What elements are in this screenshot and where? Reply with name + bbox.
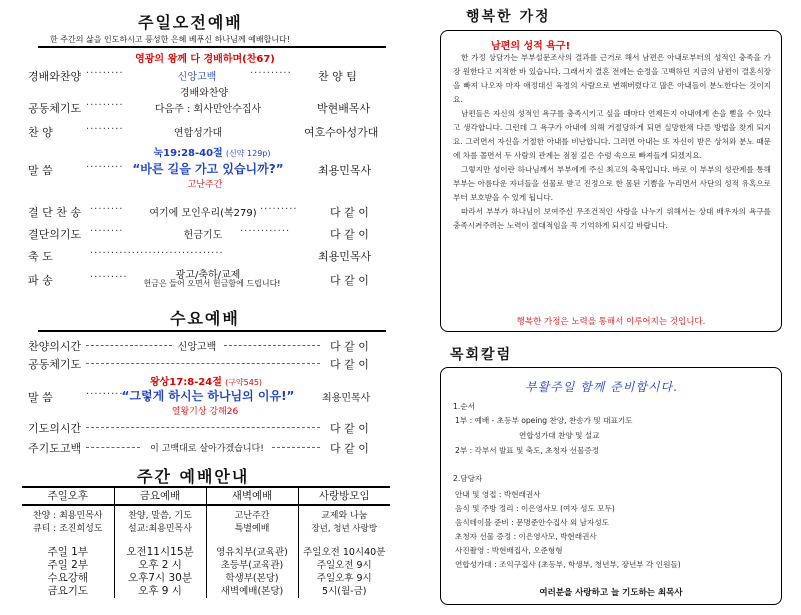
table-row — [22, 572, 390, 585]
wed-praise-label: 찬양의시간 — [28, 340, 82, 353]
dots: ································ — [90, 248, 224, 259]
pastor-column-box — [440, 367, 782, 605]
table-cell: 오후7시 30분 — [114, 572, 206, 585]
dismissal-right: 다 같 이 — [330, 274, 369, 287]
wed-sermon-scripture-ref: 왕상17:8-24절 — [149, 377, 222, 388]
table-cell: 고난주간 — [206, 505, 298, 523]
table-cell: 장년, 청년 사랑방 — [298, 523, 390, 536]
sermon-series: 고난주간 — [187, 180, 223, 190]
dots: ········· — [86, 162, 124, 173]
wed-sermon-series: 열왕기상 강해26 — [171, 407, 239, 417]
table-cell: 찬양 : 최용민목사 — [32, 511, 103, 521]
family-paragraph: 그렇지만 성이란 하나님께서 부부에게 주신 최고의 축복입니다. 바로 이 부부의 성관계를 통해 부부는 아름다운 자녀들을 선물로 받고 진정으로 한 몸된 기쁨을 누리면서 사단의 성적 유혹으로부터 보호받을 수 있게 됩니다. — [453, 165, 771, 202]
dismissal-mid2: 헌금은 들어 오면서 헌금함에 드립니다! — [143, 279, 281, 288]
table-cell: 특별예배 — [206, 523, 298, 536]
table-cell: 학생부(본당) — [206, 572, 298, 585]
table-row — [22, 585, 390, 598]
wed-lord-right: 다 같 이 — [330, 442, 369, 455]
staff-item: 사진촬영 : 박현배집사, 오준형형 — [455, 546, 563, 555]
sermon-scripture-ref: 눅19:28-40절 — [153, 148, 223, 159]
hymn-mid: 연합성가대 — [173, 128, 223, 139]
blessing-right: 최용민목사 — [318, 250, 372, 263]
family-title: 행복한 가정 — [466, 9, 551, 25]
prayer-label: 공동체기도 — [28, 102, 82, 115]
wednesday-service-title: 수요예배 — [170, 309, 240, 328]
table-cell: 오전11시15분 — [114, 546, 206, 559]
dotted-leader — [86, 427, 320, 428]
schedule-header: 새벽예배 — [206, 487, 298, 505]
wed-praise-right: 다 같 이 — [330, 340, 369, 353]
family-heading: 남편의 성적 욕구! — [491, 41, 571, 52]
wed-time-label: 기도의시간 — [28, 422, 82, 435]
family-body — [453, 51, 771, 233]
table-cell: 주일오전 10시40분 — [298, 546, 390, 559]
wed-praise-mid: 신앙고백 — [177, 342, 217, 353]
table-cell: 초등부(교육관) — [206, 559, 298, 572]
table-cell: 설교:최용민목사 — [114, 523, 206, 536]
schedule-header: 주일오후 — [22, 487, 114, 505]
dotted-leader — [86, 447, 140, 448]
wed-sermon-scripture-page: (구약545) — [225, 378, 263, 387]
sermon-label: 말 씀 — [28, 164, 53, 177]
wed-prayer-right: 다 같 이 — [330, 358, 369, 371]
pastor-closing: 여러분을 사랑하고 늘 기도하는 최목사 — [539, 588, 683, 598]
praise-mid: 신앙고백 — [177, 72, 217, 83]
family-closing: 행복한 가정은 노력을 통해서 이루어지는 것입니다. — [516, 317, 706, 327]
table-cell — [22, 536, 114, 546]
staff-item: 안내 및 영접 : 박현래권사 — [455, 490, 541, 499]
sermon-scripture-page: (신약 129p) — [225, 149, 271, 158]
schedule-header: 사랑방모임 — [298, 487, 390, 505]
family-paragraph: 한 가정 상담가는 부부설문조사의 결과를 근거로 해서 남편은 아내로부터의 성적인 충족을 가장 원한다고 지적한 바 있습니다. 그래서지 결혼 전에는 순정을 고백하던 지금의 남편이 결혼식장을 빠져 나오자 마자 애정대신 육정의 사람으로 변해버렸다고 많은 아내들이 분노한다는 것이지요. — [453, 53, 771, 104]
table-cell: 주일 1부 — [47, 546, 88, 558]
table-cell: 수요강해 — [47, 572, 89, 584]
blessing-label: 축 도 — [28, 250, 53, 263]
table-cell — [114, 536, 206, 546]
offering-right: 다 같 이 — [330, 228, 369, 241]
call-to-worship: 영광의 왕께 다 경배하며(찬67) — [135, 54, 275, 65]
dotted-leader — [272, 447, 320, 448]
family-article-box — [440, 30, 782, 332]
staff-item: 초청자 선물 증정 : 이은영사모, 박현래권사 — [455, 532, 597, 541]
table-cell — [206, 536, 298, 546]
dots: ············ — [240, 226, 291, 237]
staff-item: 연합성가대 : 조익구집사 (초등부, 학생부, 청년부, 장년부 각 인원들) — [455, 560, 681, 569]
dots: ········· — [90, 272, 128, 283]
wed-lord-mid: 이 고백대로 살아가겠습니다! — [150, 444, 264, 454]
hymn-label: 찬 양 — [28, 126, 53, 139]
dots: ········· — [86, 100, 124, 111]
wed-lord-label: 주기도고백 — [28, 442, 82, 455]
dots: ········ — [90, 204, 124, 215]
dots: ········· — [86, 124, 124, 135]
order-item: 1부 : 예배 - 초등부 opeing 찬양, 찬송가 및 대표기도 — [455, 416, 633, 425]
staff-title: 2.담당자 — [453, 474, 483, 483]
pastor-title: 목회칼럼 — [450, 347, 513, 363]
weekly-title: 주간 예배안내 — [137, 467, 250, 486]
wed-sermon-title: “그렇게 하시는 하나님의 이유!” — [121, 389, 295, 403]
dots: ········· — [86, 68, 124, 79]
table-cell: 금요기도 — [47, 585, 89, 597]
family-paragraph: 따라서 부부가 하나님이 보여주신 무조건적인 사랑을 나누기 위해서는 상대 배우자의 욕구를 충족시켜주려는 노력이 절대적임을 꼭 기억하게 되시길 바랍니다. — [453, 207, 771, 230]
wed-time-right: 다 같 이 — [330, 422, 369, 435]
table-cell: 주일오전 9시 — [298, 559, 390, 572]
table-cell: 주일 2부 — [47, 559, 88, 571]
offering-label: 결단의기도 — [28, 228, 82, 241]
schedule-header-row — [22, 487, 390, 505]
wed-prayer-label: 공동체기도 — [28, 358, 82, 371]
sunday-service-title: 주일오전예배 — [138, 13, 243, 32]
dismissal-label: 파 송 — [28, 274, 53, 287]
table-row — [22, 523, 390, 536]
wed-sermon-right: 최용민목사 — [322, 393, 371, 404]
prayer-mid: 다음주 : 회사만안수집사 — [154, 104, 262, 115]
praise-note: 경배와찬양 — [179, 88, 229, 99]
decision-right: 다 같 이 — [330, 206, 369, 219]
decision-label: 결 단 찬 송 — [28, 206, 81, 219]
staff-item: 음식테이블 준비 : 문명준안수집사 외 남자성도 — [455, 518, 610, 527]
dotted-leader — [224, 345, 320, 346]
table-row — [22, 546, 390, 559]
table-cell — [298, 536, 390, 546]
prayer-right: 박현배목사 — [317, 102, 371, 115]
table-cell: 5시(월-금) — [298, 585, 390, 598]
dots: ········· — [86, 389, 124, 400]
table-cell: 교제와 나눔 — [298, 505, 390, 523]
decision-mid: 여기에 모인우리(복279) — [149, 208, 257, 219]
offering-mid: 헌금기도 — [183, 230, 223, 241]
dots: ········· — [260, 204, 298, 215]
family-paragraph: 남편들은 자신의 성적인 욕구를 충족시키고 싶을 때마다 언제든지 아내에게 손을 뻗을 수 있다고 생각합니다. 그런데 그 욕구가 아내에 의해 거절당하게 되면 실망한채 다른 방법을 찾게 되지요. 그러면서 자신을 거절한 아내를 비난합니다. 그러면 아내는 또 자신이 받은 상처와 분노 때문에 차를 몰면서 두 사람의 관계는 점점 깊은 수렁 속으로 빠져들게 되겠지요. — [453, 109, 771, 160]
dots: ·········· — [250, 68, 292, 79]
table-cell: 주일오후 9시 — [298, 572, 390, 585]
dismissal-mid1: 광고/축하/교제 — [175, 270, 241, 281]
table-row — [22, 505, 390, 523]
order-item: 2부 : 각부서 발표 및 축도, 초청자 선물증정 — [455, 446, 600, 455]
table-cell: 오후 9 시 — [114, 585, 206, 598]
table-cell: 큐티 : 조진희성도 — [32, 524, 103, 534]
table-cell: 새벽예배(본당) — [206, 585, 298, 598]
wed-sermon-label: 말 씀 — [28, 391, 53, 404]
schedule-header: 금요예배 — [114, 487, 206, 505]
table-cell: 영유치부(교육관) — [206, 546, 298, 559]
table-cell: 오후 2 시 — [114, 559, 206, 572]
pastor-headline: 부활주일 함께 준비합시다. — [525, 380, 678, 394]
praise-label: 경배와찬양 — [28, 70, 82, 83]
dots: ········ — [90, 226, 124, 237]
weekly-schedule-table — [22, 486, 390, 598]
hymn-right: 여호수아성가대 — [304, 126, 379, 139]
table-row — [22, 536, 390, 546]
table-cell: 찬양, 말씀, 기도 — [114, 505, 206, 523]
order-title: 1.순서 — [453, 402, 475, 411]
dotted-leader — [86, 345, 172, 346]
divider — [38, 46, 386, 48]
sunday-service-subtitle: 한 주간의 삶을 인도하시고 풍성한 은혜 베푸신 하나님께 예배합니다! — [50, 35, 290, 44]
wed-sermon-scripture — [150, 373, 262, 388]
sermon-scripture — [154, 144, 271, 159]
sermon-right: 최용민목사 — [318, 164, 372, 177]
sermon-title: “바른 길을 가고 있습니까?” — [132, 162, 284, 176]
divider — [38, 330, 386, 332]
order-item: 연합성가대 찬양 및 설교 — [519, 431, 600, 440]
table-row — [22, 559, 390, 572]
dotted-leader — [86, 363, 320, 364]
staff-item: 음식 및 주방 정리 : 이은영사모 (여자 성도 모두) — [455, 504, 615, 513]
praise-right: 찬 양 팀 — [318, 70, 357, 83]
